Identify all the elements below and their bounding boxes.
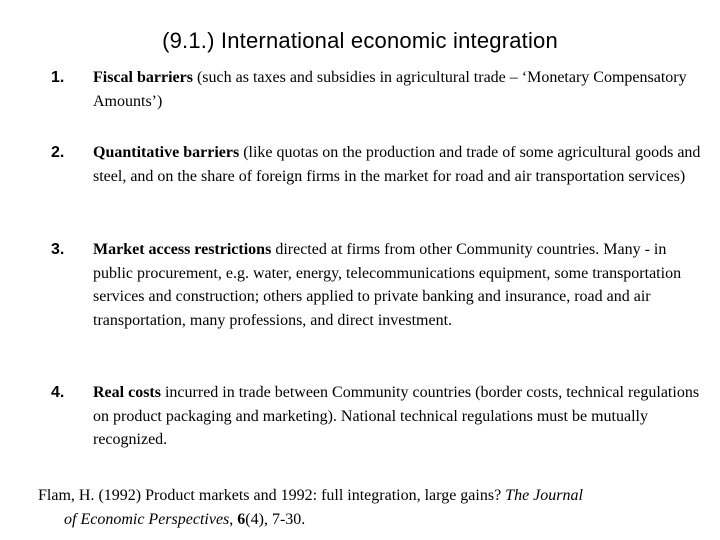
reference-authors-title: Flam, H. (1992) Product markets and 1992: full integration, large gains?: [38, 487, 506, 504]
reference-issue-pages: (4), 7-30.: [245, 510, 306, 528]
item-text: incurred in trade between Community countries (border costs, technical regulations on product packaging and marketing). National technical regulations must be mutually recognized.: [93, 384, 700, 448]
item-heading: Real costs: [93, 384, 161, 401]
item-number: 2.: [51, 144, 65, 161]
item-number: 4.: [51, 384, 65, 401]
item-number: 3.: [51, 241, 65, 258]
reference-citation: [38, 484, 698, 531]
item-body: [93, 238, 705, 332]
item-heading: Fiscal barriers: [93, 69, 193, 86]
item-text: (like quotas on the production and trade of some agricultural goods and steel, and on the share of foreign firms in the market for road and air transportation services): [93, 144, 701, 185]
item-body: [93, 141, 705, 188]
reference-line2: [38, 508, 698, 532]
item-text: directed at firms from other Community countries. Many - in public procurement, e.g. water, energy, telecommunications equipment, some transportation services and construction; others applied to private banking and insurance, road and air transportation, many professions, and direct investment.: [93, 241, 682, 329]
reference-journal-part2: of Economic Perspectives: [64, 510, 230, 528]
item-body: [93, 381, 705, 452]
reference-separator: ,: [229, 510, 238, 528]
item-heading: Quantitative barriers: [93, 144, 240, 161]
item-number: 1.: [51, 69, 65, 86]
reference-journal-part1: The Journal: [505, 487, 583, 504]
slide-title: (9.1.) International economic integration: [162, 28, 558, 53]
item-heading: Market access restrictions: [93, 241, 272, 258]
reference-volume: 6: [237, 510, 246, 528]
item-body: [93, 66, 705, 113]
item-text: (such as taxes and subsidies in agricultural trade – ‘Monetary Compensatory Amounts’): [93, 69, 687, 110]
